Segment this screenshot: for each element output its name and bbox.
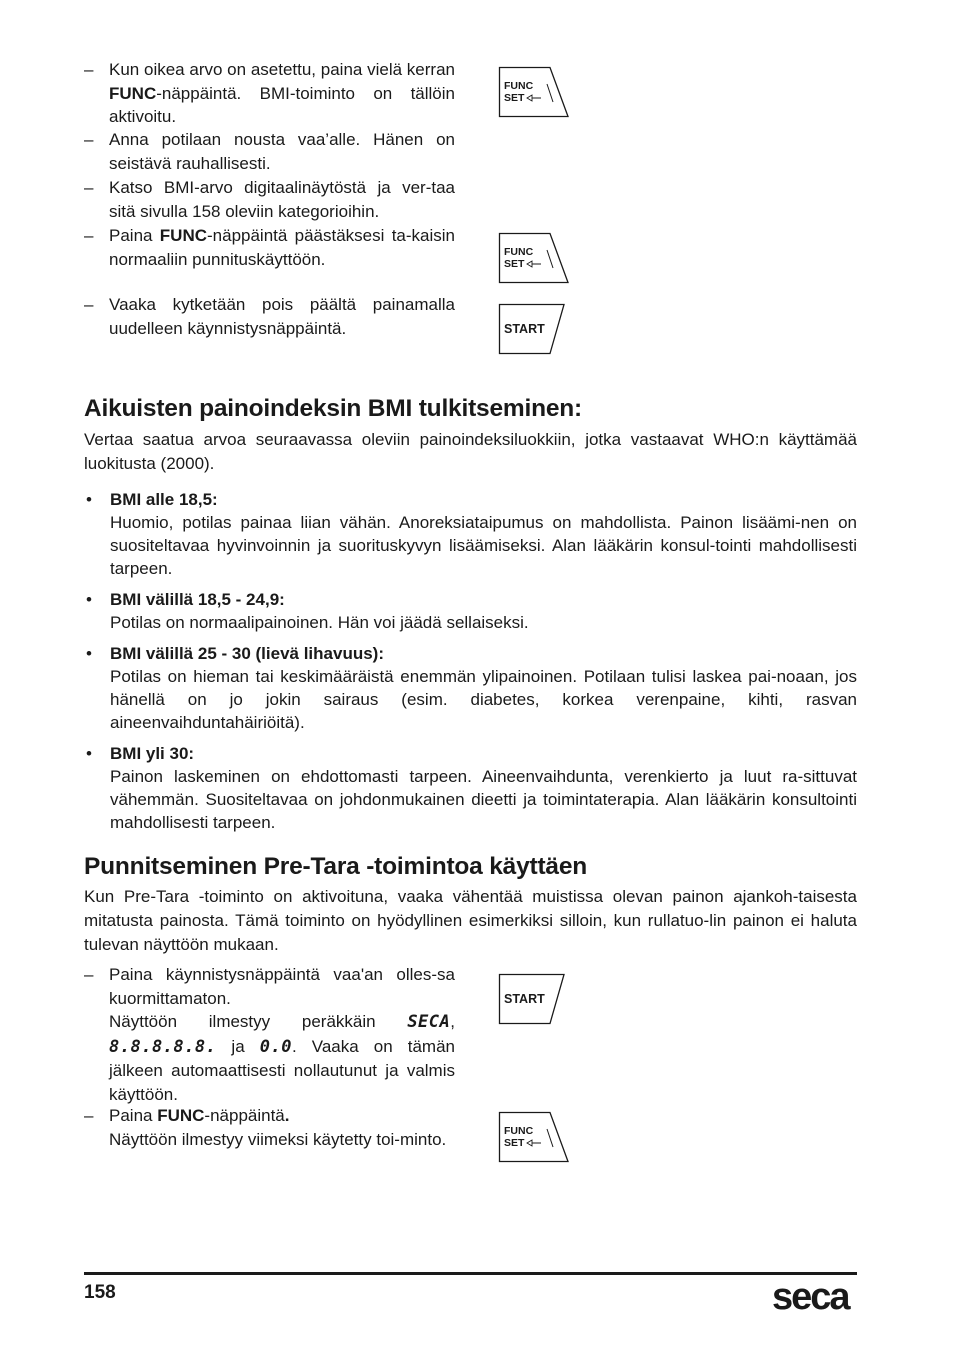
step-read-bmi: – Katso BMI-arvo digitaalinäytöstä ja ver-taa sitä sivulla 158 oleviin kategorioihin.	[84, 178, 455, 221]
bullet-marker: •	[86, 744, 92, 763]
dash-marker: –	[84, 60, 94, 79]
section-heading-pretara: Punnitseminen Pre-Tara -toimintoa käyttäen	[84, 853, 588, 880]
step-func-activate: – Kun oikea arvo on asetettu, paina vielä kerran FUNC-näppäintä. BMI-toiminto on tällöin aktivoitu.	[84, 60, 455, 126]
bmi-category-normal: • BMI välillä 18,5 - 24,9: Potilas on normaalipainoinen. Hän voi jäädä sellaiseksi.	[86, 590, 529, 632]
bullet-marker: •	[86, 490, 92, 509]
dash-marker: –	[84, 965, 94, 984]
page-number: 158	[84, 1282, 116, 1303]
bmi-category-underweight: • BMI alle 18,5: Huomio, potilas painaa liian vähän. Anoreksiataipumus on mahdollista. Painon lisäämi-nen on suositeltavaa hyvinvoinnin ja suorituskyvyn lisäämiseksi. Alan lääkärin konsul-tointi mahdollisesti tarpeen.	[86, 490, 857, 578]
step-press-start: – Paina käynnistysnäppäintä vaa'an olles-sa kuormittamaton. Näyttöön ilmestyy peräkkäin SECA, 8.8.8.8.8. ja 0.0. Vaaka on tämän jälkeen automaattisesti nollautunut ja valmis käyttöön.	[84, 965, 455, 1104]
svg-text:SET: SET	[504, 1137, 525, 1149]
svg-text:FUNC: FUNC	[504, 80, 534, 92]
footer-rule	[84, 1272, 857, 1275]
svg-text:START: START	[504, 992, 545, 1006]
bmi-category-obese: • BMI yli 30: Painon laskeminen on ehdottomasti tarpeen. Aineenvaihdunta, verenkierto ja luut ra-sittuvat vähemmän. Suositeltavaa on johdonmukainen dieetti ja toimintaterapia. Alan lääkärin konsultointi mahdollisesti tarpeen.	[86, 744, 857, 832]
step-switch-off: – Vaaka kytketään pois päältä painamalla uudelleen käynnistysnäppäintä.	[84, 295, 455, 338]
dash-marker: –	[84, 226, 94, 245]
step-stand-on-scale: – Anna potilaan nousta vaa’alle. Hänen on seistävä rauhallisesti.	[84, 130, 455, 173]
func-set-key-icon	[498, 1111, 570, 1163]
dash-marker: –	[84, 1106, 94, 1125]
dash-marker: –	[84, 295, 94, 314]
section-intro-bmi: Vertaa saatua arvoa seuraavassa oleviin painoindeksiluokkiin, jotka vastaavat WHO:n käyttämää luokitusta (2000).	[84, 430, 857, 473]
svg-text:SET: SET	[504, 258, 525, 270]
seca-logo: seca	[772, 1276, 849, 1318]
section-heading-bmi: Aikuisten painoindeksin BMI tulkitseminen:	[84, 395, 583, 422]
dash-marker: –	[84, 130, 94, 149]
svg-text:FUNC: FUNC	[504, 1125, 534, 1137]
section-intro-pretara: Kun Pre-Tara -toiminto on aktivoituna, vaaka vähentää muistissa olevan painon ajankoh-taisesta mitatusta painosta. Tämä toiminto on hyödyllinen esimerkiksi silloin, kun rullatuo-lin painon ei haluta tulevan näyttöön mukaan.	[84, 887, 857, 954]
start-key-icon	[498, 973, 570, 1025]
bullet-marker: •	[86, 590, 92, 609]
func-set-key-icon	[498, 232, 570, 284]
display-seca: SECA	[407, 1012, 451, 1032]
dash-marker: –	[84, 178, 94, 197]
display-segment-test: 8.8.8.8.8.	[109, 1036, 217, 1057]
func-set-key-icon	[498, 66, 570, 118]
display-zero: 0.0	[259, 1036, 292, 1057]
svg-text:FUNC: FUNC	[504, 246, 534, 258]
svg-text:START: START	[504, 322, 545, 336]
step-func-return: – Paina FUNC-näppäintä päästäksesi ta-kaisin normaaliin punnituskäyttöön.	[84, 226, 455, 269]
step-press-func: – Paina FUNC-näppäintä. Näyttöön ilmestyy viimeksi käytetty toi-minto.	[84, 1106, 447, 1149]
bmi-category-overweight: • BMI välillä 25 - 30 (lievä lihavuus): Potilas on hieman tai keskimääräistä enemmän ylipainoinen. Potilaan tulisi laskea pai-noaan, jos hänellä on jo jokin sairaus (esim. diabetes, korkea verenpaine, kihti, rasvan aineenvaihduntahäiriöitä).	[86, 644, 857, 732]
bullet-marker: •	[86, 644, 92, 663]
svg-text:SET: SET	[504, 92, 525, 104]
start-key-icon	[498, 303, 570, 355]
